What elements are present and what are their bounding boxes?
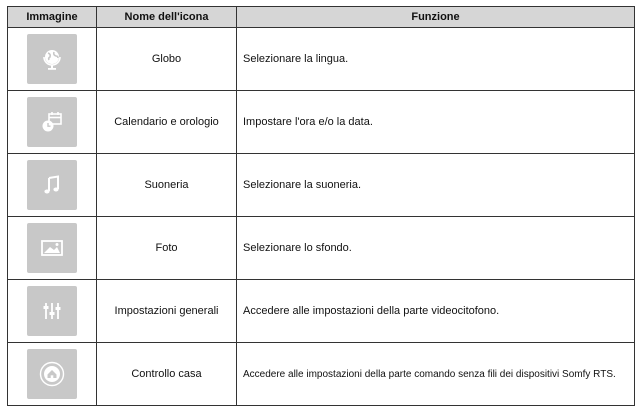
header-image: Immagine <box>8 7 97 28</box>
calendar-clock-icon <box>27 97 77 147</box>
function-cell: Selezionare la suoneria. <box>237 154 635 217</box>
image-cell <box>8 217 97 280</box>
function-cell: Accedere alle impostazioni della parte videocitofono. <box>237 280 635 343</box>
image-cell <box>8 154 97 217</box>
function-cell: Selezionare lo sfondo. <box>237 217 635 280</box>
icon-name-cell: Controllo casa <box>97 343 237 406</box>
image-cell <box>8 343 97 406</box>
icon-name-cell: Foto <box>97 217 237 280</box>
icon-name-cell: Globo <box>97 28 237 91</box>
icon-name-cell: Suoneria <box>97 154 237 217</box>
header-function: Funzione <box>237 7 635 28</box>
header-icon-name: Nome dell'icona <box>97 7 237 28</box>
function-cell: Impostare l'ora e/o la data. <box>237 91 635 154</box>
photo-icon <box>27 223 77 273</box>
icon-name-cell: Calendario e orologio <box>97 91 237 154</box>
table-row <box>8 280 635 343</box>
image-cell <box>8 28 97 91</box>
header-row <box>8 7 635 28</box>
table-row <box>8 343 635 406</box>
table-row <box>8 28 635 91</box>
image-cell <box>8 280 97 343</box>
function-cell: Selezionare la lingua. <box>237 28 635 91</box>
icon-table <box>7 6 635 406</box>
function-cell: Accedere alle impostazioni della parte comando senza fili dei dispositivi Somfy RTS. <box>237 343 635 406</box>
image-cell <box>8 91 97 154</box>
table-row <box>8 154 635 217</box>
table-row <box>8 217 635 280</box>
globe-icon <box>27 34 77 84</box>
music-note-icon <box>27 160 77 210</box>
table-row <box>8 91 635 154</box>
home-icon <box>27 349 77 399</box>
sliders-icon <box>27 286 77 336</box>
icon-name-cell: Impostazioni generali <box>97 280 237 343</box>
